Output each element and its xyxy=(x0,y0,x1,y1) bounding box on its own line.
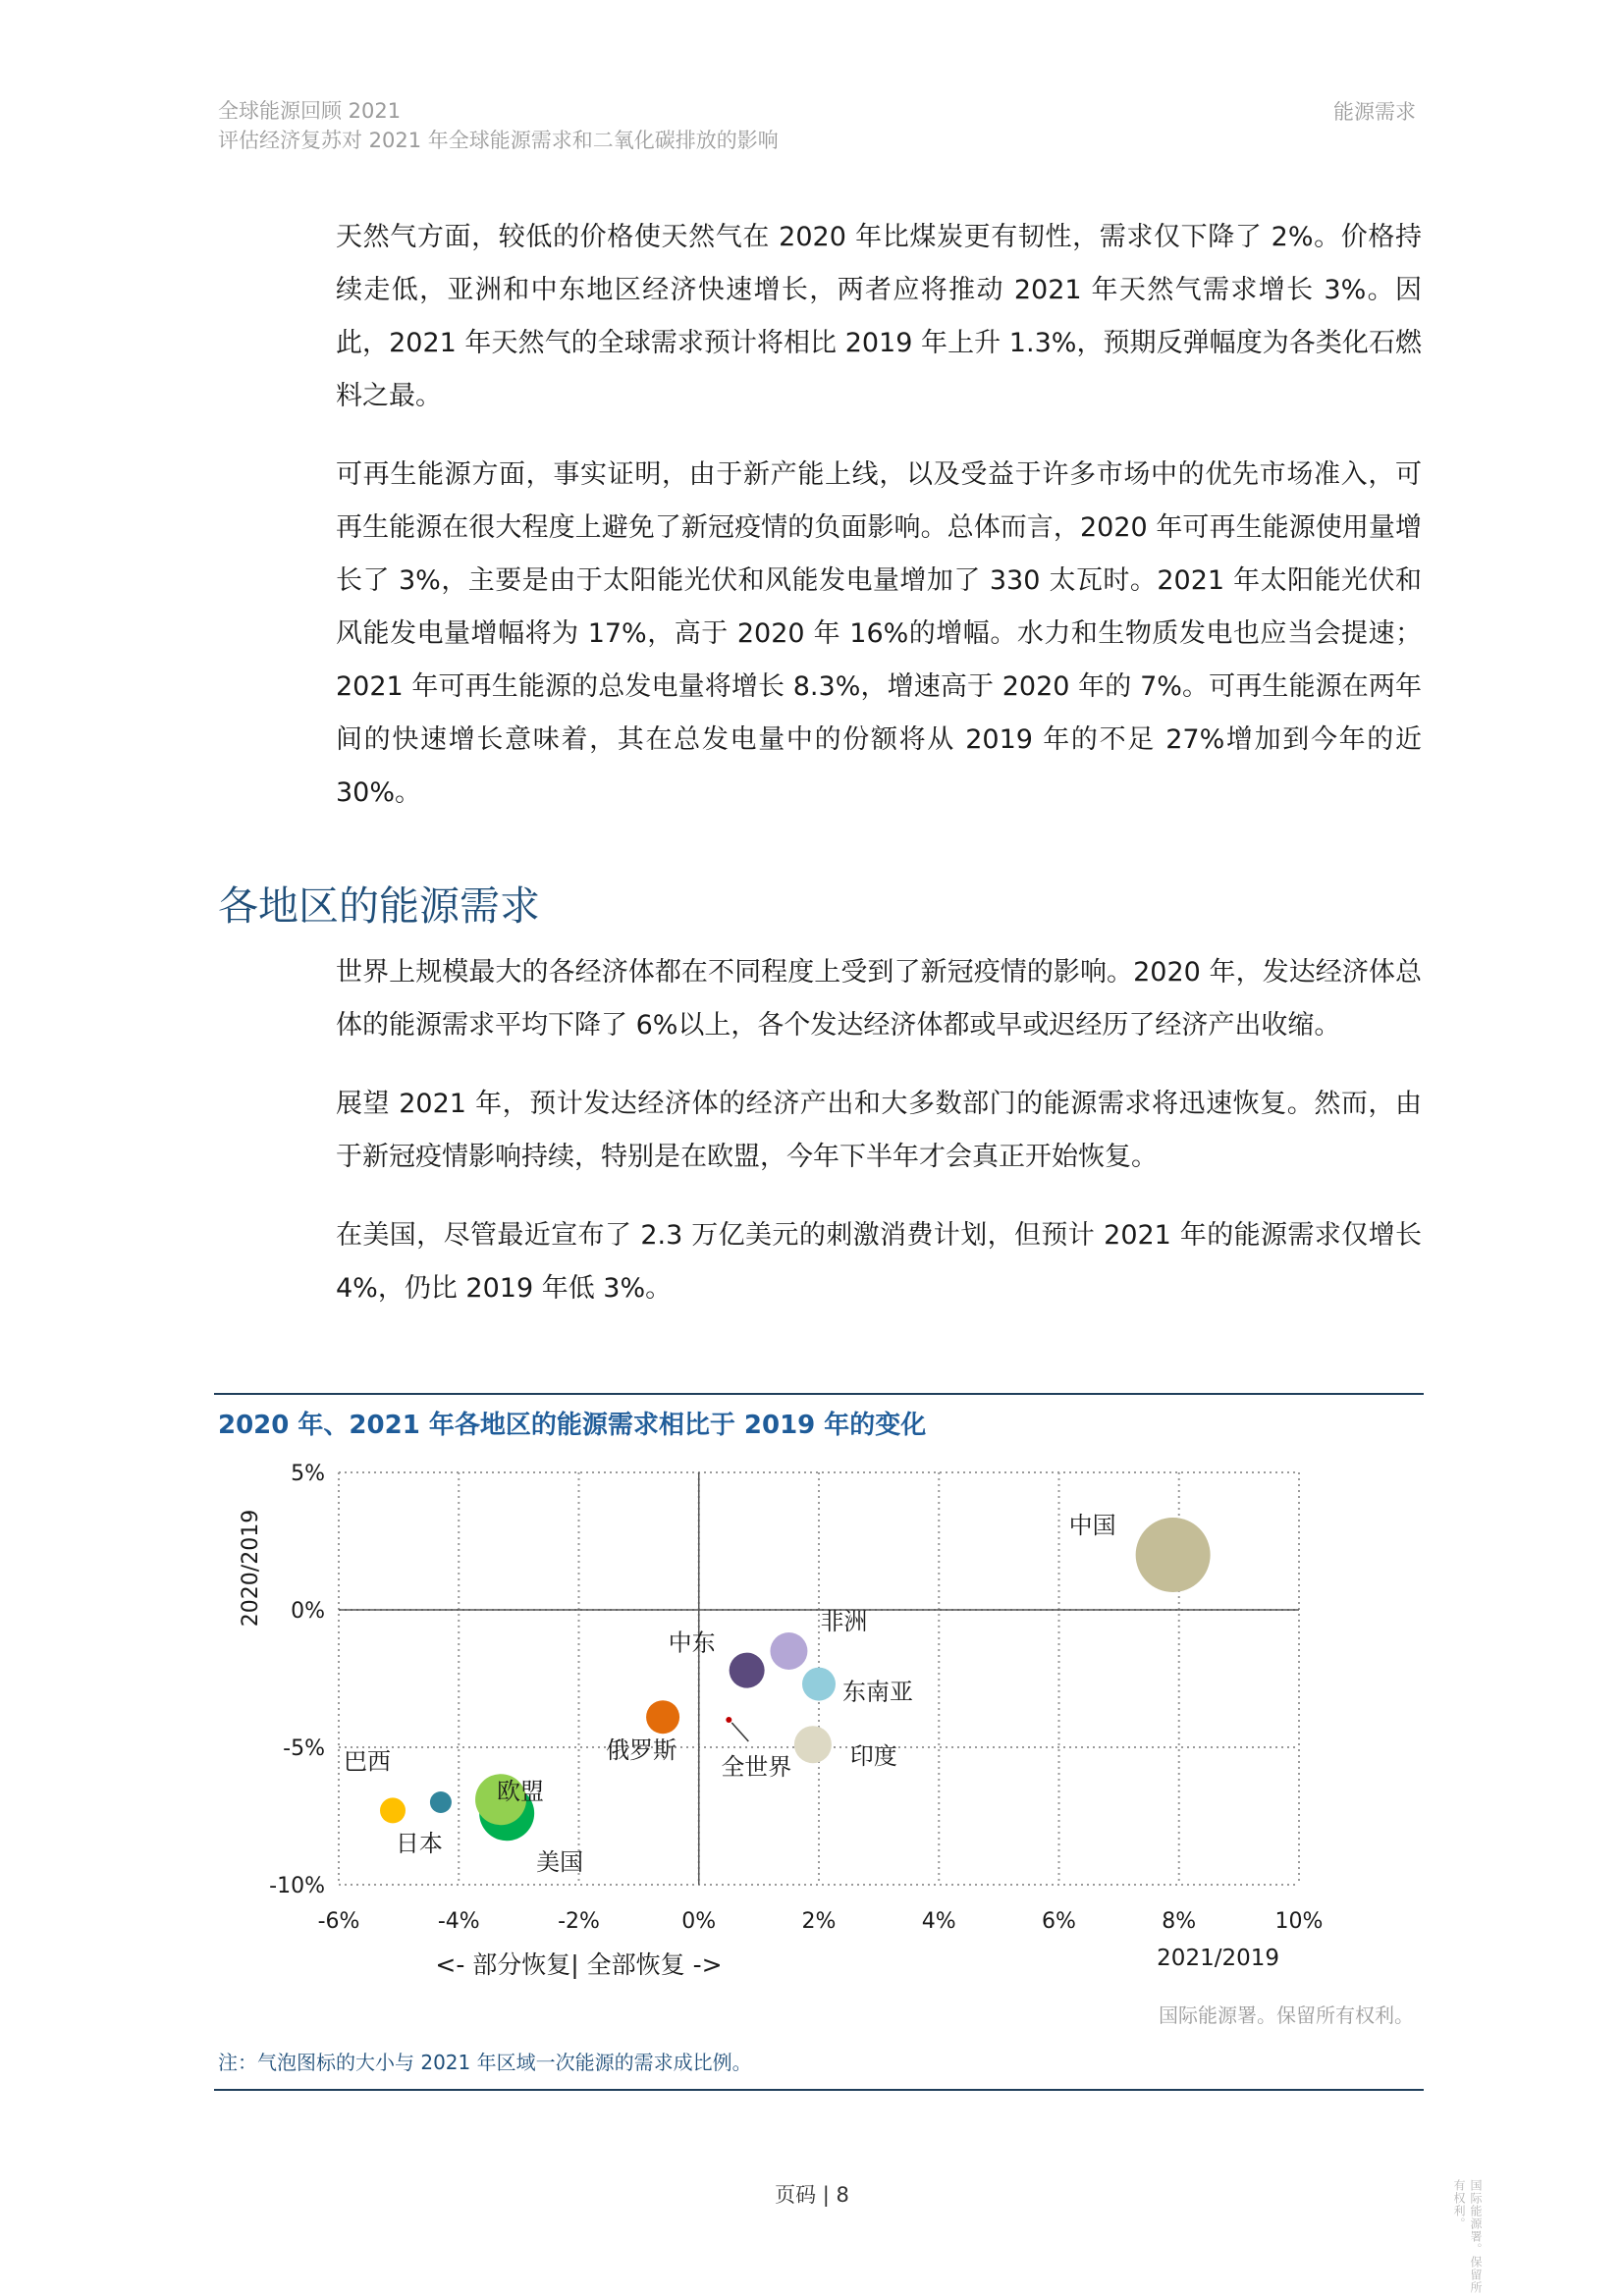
y-tick-label: 5% xyxy=(291,1462,325,1486)
y-tick-label: 0% xyxy=(291,1599,325,1624)
bubble-point xyxy=(794,1726,832,1763)
world-leader-line xyxy=(731,1723,748,1741)
report-title: 全球能源回顾 2021 xyxy=(218,99,402,123)
x-tick-label: 0% xyxy=(681,1909,717,1934)
bubble-label: 中东 xyxy=(668,1629,716,1657)
body-top xyxy=(336,211,1422,845)
bubble-point xyxy=(1136,1518,1211,1592)
bubble-label: 全世界 xyxy=(721,1753,792,1781)
bubble-point xyxy=(380,1797,406,1823)
bubble-label: 巴西 xyxy=(344,1747,392,1776)
x-tick-label: 6% xyxy=(1042,1909,1076,1934)
x-axis-title: 2021/2019 xyxy=(1157,1946,1279,1971)
bubble-point xyxy=(430,1791,452,1813)
figure-top-rule xyxy=(214,1393,1424,1395)
side-watermark: 国际能源署。保留所有权利。 xyxy=(1452,2179,1483,2294)
y-tick-label: -10% xyxy=(269,1874,325,1898)
x-tick-label: 8% xyxy=(1162,1909,1197,1934)
body-section xyxy=(336,946,1422,1341)
bubble-label: 俄罗斯 xyxy=(606,1736,677,1765)
bubble-point xyxy=(646,1700,679,1734)
bubble-point xyxy=(770,1632,807,1670)
bubble-label: 日本 xyxy=(395,1830,443,1857)
figure-title: 2020 年、2021 年各地区的能源需求相比于 2019 年的变化 xyxy=(218,1411,927,1440)
figure-credit: 国际能源署。保留所有权利。 xyxy=(1159,2003,1414,2027)
paragraph-renewables: 可再生能源方面，事实证明，由于新产能上线，以及受益于许多市场中的优先市场准入，可再生能源在很大程度上避免了新冠疫情的负面影响。总体而言，2020 年可再生能源使用量增长了 3%，主要是由于太阳能光伏和风能发电量增加了 330 太瓦时。2021 年太阳能光伏和风能发电量增幅将为 17%，高于 2020 年 16%的增幅。水力和生物质发电也应当会提速；2021 年可再生能源的总发电量将增长 8.3%，增速高于 2020 年的 7%。可再生能源在两年间的快速增长意味着，其在总发电量中的份额将从 2019 年的不足 27%增加到今年的近 30%。 xyxy=(336,459,1422,808)
paragraph-natural-gas: 天然气方面，较低的价格使天然气在 2020 年比煤炭更有韧性，需求仅下降了 2%。价格持续走低，亚洲和中东地区经济快速增长，两者应将推动 2021 年天然气需求增长 3%。因此，2021 年天然气的全球需求预计将相比 2019 年上升 1.3%，预期反弹幅度为各类化石燃料之最。 xyxy=(336,222,1422,411)
report-header xyxy=(218,96,779,155)
bubble-label: 东南亚 xyxy=(842,1678,913,1706)
bubble-label: 中国 xyxy=(1068,1512,1116,1539)
x-tick-label: 10% xyxy=(1274,1909,1324,1934)
page-number: 页码 | 8 xyxy=(775,2183,849,2207)
bubble-point xyxy=(730,1653,765,1688)
x-tick-label: 4% xyxy=(921,1909,956,1934)
paragraph-outlook-2021: 展望 2021 年，预计发达经济体的经济产出和大多数部门的能源需求将迅速恢复。然而，由于新冠疫情影响持续，特别是在欧盟，今年下半年才会真正开始恢复。 xyxy=(336,1089,1422,1172)
report-subtitle: 评估经济复苏对 2021 年全球能源需求和二氧化碳排放的影响 xyxy=(218,129,779,152)
x-tick-label: -4% xyxy=(437,1909,480,1934)
paragraph-usa: 在美国，尽管最近宣布了 2.3 万亿美元的刺激消费计划，但预计 2021 年的能源需求仅增长 4%，仍比 2019 年低 3%。 xyxy=(336,1220,1422,1304)
bubble-point xyxy=(802,1668,836,1701)
x-tick-label: -6% xyxy=(317,1909,360,1934)
section-title: 各地区的能源需求 xyxy=(218,882,540,930)
bubble-point xyxy=(726,1717,731,1723)
y-tick-label: -5% xyxy=(283,1736,325,1761)
bubble-label: 欧盟 xyxy=(497,1778,545,1806)
bubble-label: 非洲 xyxy=(820,1608,868,1635)
x-tick-label: -2% xyxy=(558,1909,600,1934)
paragraph-advanced-economies: 世界上规模最大的各经济体都在不同程度上受到了新冠疫情的影响。2020 年，发达经济体总体的能源需求平均下降了 6%以上，各个发达经济体都或早或迟经历了经济产出收缩。 xyxy=(336,957,1422,1041)
figure-note: 注：气泡图标的大小与 2021 年区域一次能源的需求成比例。 xyxy=(218,2051,752,2074)
y-axis-title: 2020/2019 xyxy=(239,1509,263,1628)
x-axis-note: <- 部分恢复| 全部恢复 -> xyxy=(435,1950,723,1979)
section-header: 能源需求 xyxy=(1333,100,1416,124)
figure-bottom-rule xyxy=(214,2089,1424,2091)
bubble-label: 印度 xyxy=(849,1742,897,1771)
bubble-chart xyxy=(214,1438,1424,1993)
x-tick-label: 2% xyxy=(801,1909,837,1934)
bubble-label: 美国 xyxy=(536,1848,584,1877)
